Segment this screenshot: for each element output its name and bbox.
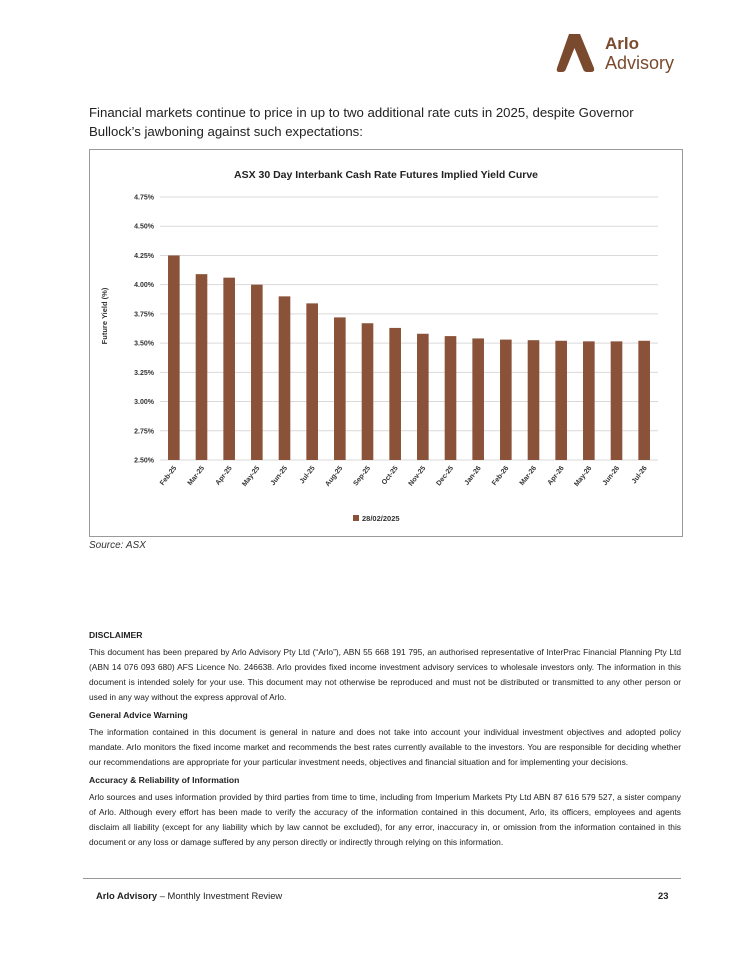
bar-Dec-25 (445, 336, 457, 460)
bar-Jun-25 (279, 296, 291, 460)
x-tick-label: Mar-25 (186, 464, 207, 488)
disclaimer-section (89, 628, 681, 853)
general-advice-heading: General Advice Warning (89, 710, 188, 720)
bar-Jul-25 (306, 303, 318, 460)
x-tick-label: Aug-25 (324, 464, 345, 488)
y-tick-label: 4.25% (134, 252, 154, 260)
bar-Feb-26 (500, 340, 512, 460)
footer-brand: Arlo Advisory (96, 890, 158, 901)
y-axis-label: Future Yield (%) (100, 287, 109, 345)
bar-Apr-26 (555, 341, 567, 460)
footer-subtitle: – Monthly Investment Review (157, 890, 283, 901)
x-tick-label: Nov-25 (407, 464, 428, 488)
x-tick-label: Apr-26 (546, 464, 566, 487)
legend-swatch (353, 515, 359, 521)
y-tick-label: 3.25% (134, 369, 154, 377)
y-tick-label: 2.50% (134, 457, 154, 465)
y-tick-label: 3.00% (134, 399, 154, 407)
x-tick-label: Jun-26 (601, 464, 622, 488)
x-tick-label: May-25 (241, 464, 262, 488)
bar-May-25 (251, 285, 263, 460)
yield-curve-chart (89, 149, 683, 537)
x-tick-label: May-26 (573, 464, 594, 488)
chart-source: Source: ASX (89, 540, 146, 551)
accuracy-paragraph: Arlo sources and uses information provided by third parties from time to time, including from Imperium Markets Pty Ltd ABN 87 616 579 527, a sister company of Arlo. Although every effort has been made to verify the accuracy of the information contained in this document, Arlo, its officers, employees and agents disclaim all liability (except for any liability which by law cannot be excluded), for any error, inaccuracy in, or omission from the information contained in this document or any loss or damage suffered by any person directly or indirectly through relying on this information. (89, 792, 681, 847)
x-tick-label: Jul-26 (630, 464, 649, 486)
general-advice-paragraph: The information contained in this document is general in nature and does not take into account your individual investment objectives and adopted policy mandate. Arlo monitors the fixed income market and recommends the best rates currently available to the investors. You are responsible for deciding whether our recommendations are appropriate for your particular investment needs, objectives and financial situation and for implementing your decisions. (89, 727, 681, 767)
disclaimer-paragraph: This document has been prepared by Arlo Advisory Pty Ltd (“Arlo”), ABN 55 668 191 795, an authorised representative of InterPrac Financial Planning Pty Ltd (ABN 14 076 093 680) AFS Licence No. 246638. Arlo provides fixed income investment advisory services to wholesale investors only. The information in this document is intended solely for your use. This document may not otherwise be reproduced and must not be distributed or transmitted to any other person or used in any way without the express approval of Arlo. (89, 647, 681, 702)
bar-Jan-26 (472, 338, 484, 460)
y-tick-label: 3.50% (134, 340, 154, 348)
bar-Oct-25 (389, 328, 401, 460)
bar-May-26 (583, 341, 595, 460)
footer-title (96, 890, 282, 901)
y-tick-label: 4.75% (134, 194, 154, 202)
bar-Jun-26 (611, 341, 623, 460)
accuracy-heading: Accuracy & Reliability of Information (89, 775, 240, 785)
bar-Feb-25 (168, 255, 180, 460)
bar-Sep-25 (362, 323, 374, 460)
footer-divider (83, 878, 681, 879)
chart-title: ASX 30 Day Interbank Cash Rate Futures Implied Yield Curve (233, 169, 539, 181)
bar-Jul-26 (638, 341, 650, 460)
bar-Mar-25 (196, 274, 208, 460)
bar-Apr-25 (223, 278, 235, 460)
logo-wordmark-advisory: Advisory (605, 53, 675, 73)
x-tick-label: Dec-25 (435, 464, 456, 488)
bar-Nov-25 (417, 334, 429, 460)
y-tick-label: 3.75% (134, 311, 154, 319)
y-tick-label: 4.50% (134, 223, 154, 231)
x-tick-label: Apr-25 (214, 464, 234, 487)
x-tick-label: Jan-26 (463, 464, 483, 487)
y-tick-label: 4.00% (134, 282, 154, 290)
x-tick-label: Sep-25 (352, 464, 373, 488)
y-tick-label: 2.75% (134, 428, 154, 436)
intro-paragraph: Financial markets continue to price in up to two additional rate cuts in 2025, despite Governor Bullock’s jawboning against such expectations: (89, 105, 634, 139)
arlo-logo-icon (556, 34, 600, 74)
x-tick-label: Oct-25 (380, 464, 400, 487)
chart-canvas (90, 150, 682, 536)
x-tick-label: Feb-25 (159, 464, 179, 488)
x-tick-label: Jul-25 (298, 464, 317, 486)
arlo-logo (556, 34, 681, 76)
bar-Aug-25 (334, 317, 346, 460)
logo-wordmark-arlo: Arlo (605, 34, 639, 53)
legend-label: 28/02/2025 (362, 514, 400, 523)
x-tick-label: Jun-25 (269, 464, 290, 488)
x-tick-label: Mar-26 (518, 464, 539, 488)
page-number: 23 (658, 890, 669, 901)
bar-Mar-26 (528, 340, 540, 460)
x-tick-label: Feb-26 (491, 464, 511, 488)
disclaimer-heading: DISCLAIMER (89, 630, 143, 640)
